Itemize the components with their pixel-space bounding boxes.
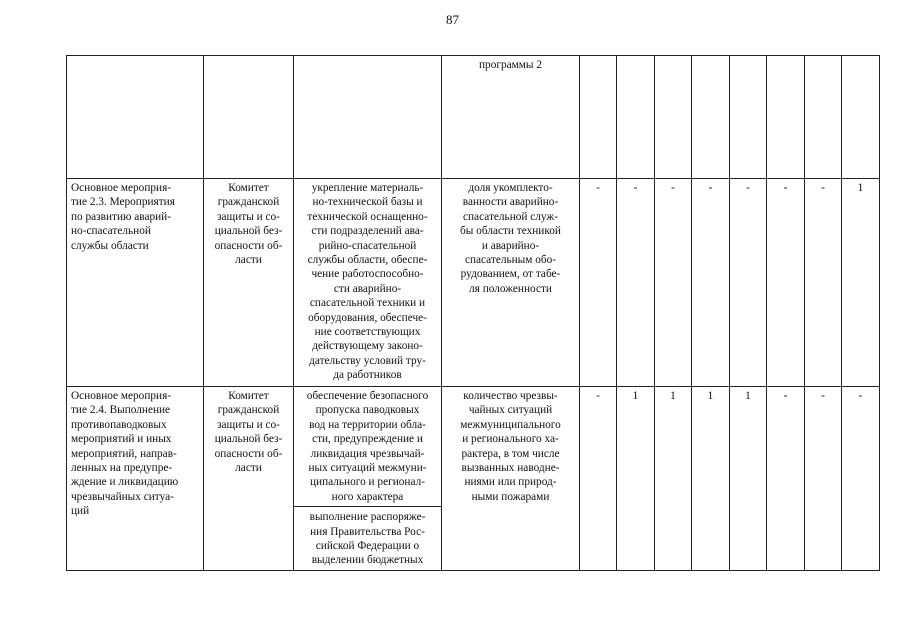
executor-cell	[204, 56, 294, 179]
value-cell: 1	[655, 387, 692, 571]
value-cell: -	[692, 179, 730, 387]
event-cell: Основное мероприя- тие 2.3. Мероприятия по развитию аварий- но-спасательной службы области	[67, 179, 204, 387]
value-cell: 1	[617, 387, 655, 571]
content-subcell: обеспечение безопасного пропуска паводковых вод на территории обла- сти, предупреждение и ликвидация чрезвычай- ных ситуаций межмуни- ципального и регионал- ного характера	[294, 389, 441, 507]
table-row	[67, 56, 880, 179]
table-row	[67, 179, 880, 387]
content-cell	[294, 387, 442, 571]
executor-cell: Комитет гражданской защиты и со- циальной без- опасности об- ласти	[204, 179, 294, 387]
value-cell: -	[805, 179, 842, 387]
value-cell: -	[767, 179, 805, 387]
value-cell: -	[767, 387, 805, 571]
content-subcell: выполнение распоряже- ния Правительства Рос- сийской Федерации о выделении бюджетных	[309, 511, 426, 567]
value-cell	[730, 56, 767, 179]
executor-cell: Комитет гражданской защиты и со- циальной без- опасности об- ласти	[204, 387, 294, 571]
value-cell	[805, 56, 842, 179]
table-row	[67, 387, 880, 571]
value-cell	[767, 56, 805, 179]
indicator-cell: количество чрезвы- чайных ситуаций межмуниципального и регионального ха- рактера, в том числе вызванных наводне- ниями или природ- ными пожарами	[442, 387, 580, 571]
value-cell: -	[617, 179, 655, 387]
value-cell: -	[842, 387, 880, 571]
indicator-cell: доля укомплекто- ванности аварийно- спасательной служ- бы области техникой и аварийно- спасательным обо- рудованием, от табе- ля положенности	[442, 179, 580, 387]
value-cell	[655, 56, 692, 179]
value-cell: 1	[842, 179, 880, 387]
content-cell	[294, 56, 442, 179]
event-cell: Основное мероприя- тие 2.4. Выполнение противопаводковых мероприятий и иных мероприятий, направ- ленных на предупре- ждение и ликвидацию чрезвычайных ситуа- ций	[67, 387, 204, 571]
value-cell: 1	[730, 387, 767, 571]
program-table	[66, 55, 880, 571]
content-cell: укрепление материаль- но-технической базы и технической оснащенно- сти подразделений ава- рийно-спасательной службы области, обеспе- чение работоспособно- сти аварийно- спасательной техники и оборудования, обеспече- ние соответствующих действующему законо- дательству условий тру- да работников	[294, 179, 442, 387]
value-cell: -	[580, 179, 617, 387]
value-cell: -	[805, 387, 842, 571]
value-cell: -	[655, 179, 692, 387]
value-cell: -	[580, 387, 617, 571]
page-number: 87	[446, 12, 459, 27]
value-cell	[617, 56, 655, 179]
value-cell	[692, 56, 730, 179]
event-cell	[67, 56, 204, 179]
value-cell: -	[730, 179, 767, 387]
value-cell	[580, 56, 617, 179]
indicator-cell: программы 2	[442, 56, 580, 179]
value-cell: 1	[692, 387, 730, 571]
value-cell	[842, 56, 880, 179]
